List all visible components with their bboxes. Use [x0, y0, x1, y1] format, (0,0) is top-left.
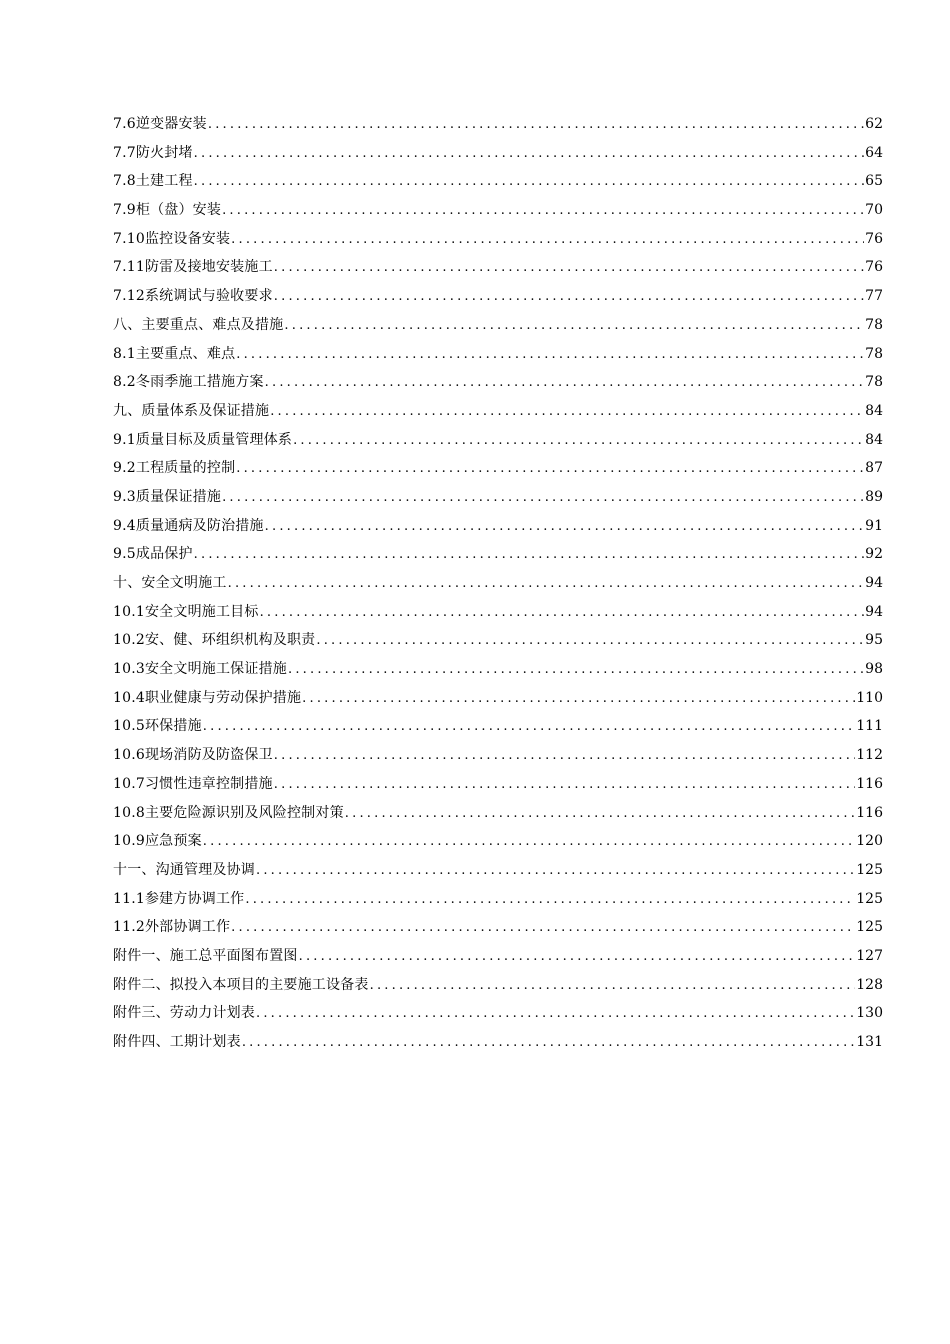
toc-entry-title: 9.5成品保护	[113, 546, 193, 563]
toc-entry-title: 9.2工程质量的控制	[113, 460, 236, 477]
toc-entry[interactable]	[113, 572, 883, 601]
toc-entry-page-number: 78	[865, 316, 883, 333]
toc-entry[interactable]	[113, 457, 883, 486]
toc-entry[interactable]	[113, 113, 883, 142]
toc-entry-page-number: 91	[865, 517, 883, 534]
toc-entry-page-number: 77	[865, 288, 883, 305]
toc-entry[interactable]	[113, 228, 883, 257]
dot-leader	[316, 630, 864, 652]
toc-entry[interactable]	[113, 629, 883, 658]
toc-entry-title: 10.3安全文明施工保证措施	[113, 661, 287, 678]
toc-entry[interactable]	[113, 371, 883, 400]
dot-leader	[256, 1003, 855, 1025]
dot-leader	[265, 516, 865, 538]
toc-entry-title: 11.1参建方协调工作	[113, 890, 245, 907]
toc-entry-title: 附件一、施工总平面图布置图	[113, 947, 298, 964]
toc-entry-page-number: 62	[865, 116, 883, 132]
toc-entry-title: 附件四、工期计划表	[113, 1034, 241, 1050]
toc-entry[interactable]	[113, 429, 883, 458]
toc-entry-page-number: 76	[865, 230, 883, 247]
toc-entry-page-number: 111	[856, 718, 883, 735]
toc-entry-page-number: 125	[856, 919, 883, 936]
toc-entry[interactable]	[113, 400, 883, 429]
toc-entry-title: 八、主要重点、难点及措施	[113, 316, 284, 333]
dot-leader	[236, 458, 864, 480]
toc-entry[interactable]	[113, 343, 883, 372]
toc-entry-title: 9.3质量保证措施	[113, 488, 222, 505]
toc-entry[interactable]	[113, 715, 883, 744]
toc-entry[interactable]	[113, 974, 883, 1003]
toc-entry-title: 附件二、拟投入本项目的主要施工设备表	[113, 976, 369, 993]
dot-leader	[270, 401, 864, 423]
dot-leader	[194, 544, 865, 566]
toc-entry-page-number: 64	[865, 144, 883, 161]
toc-entry-title: 十一、沟通管理及协调	[113, 861, 255, 878]
toc-entry-title: 7.12系统调试与验收要求	[113, 288, 273, 305]
toc-entry[interactable]	[113, 658, 883, 687]
toc-entry-page-number: 78	[865, 374, 883, 391]
dot-leader	[370, 975, 856, 997]
toc-entry-page-number: 128	[856, 976, 883, 993]
toc-entry-page-number: 98	[865, 661, 883, 678]
toc-entry[interactable]	[113, 199, 883, 228]
dot-leader	[245, 889, 855, 911]
toc-entry-title: 11.2外部协调工作	[113, 919, 231, 936]
toc-entry[interactable]	[113, 285, 883, 314]
toc-entry-title: 8.1主要重点、难点	[113, 345, 236, 362]
dot-leader	[222, 200, 864, 222]
dot-leader	[345, 803, 855, 825]
dot-leader	[231, 229, 864, 251]
toc-entry-title: 10.7习惯性违章控制措施	[113, 775, 273, 792]
toc-entry-title: 7.6逆变器安装	[113, 116, 207, 132]
toc-entry-page-number: 87	[865, 460, 883, 477]
toc-entry[interactable]	[113, 916, 883, 945]
dot-leader	[256, 860, 855, 882]
toc-entry-page-number: 84	[865, 431, 883, 448]
toc-entry-page-number: 125	[856, 890, 883, 907]
toc-entry[interactable]	[113, 773, 883, 802]
toc-entry[interactable]	[113, 543, 883, 572]
dot-leader	[260, 602, 865, 624]
toc-entry-title: 9.1质量目标及质量管理体系	[113, 431, 293, 448]
toc-entry[interactable]	[113, 515, 883, 544]
toc-entry[interactable]	[113, 1002, 883, 1031]
dot-leader	[194, 171, 865, 193]
toc-entry-title: 7.10监控设备安装	[113, 230, 231, 247]
dot-leader	[274, 745, 855, 767]
toc-entry-title: 九、质量体系及保证措施	[113, 402, 270, 419]
toc-entry-title: 7.11防雷及接地安装施工	[113, 259, 273, 276]
toc-entry-page-number: 78	[865, 345, 883, 362]
toc-entry-title: 10.8主要危险源识别及风险控制对策	[113, 804, 344, 821]
dot-leader	[302, 688, 855, 710]
toc-entry-page-number: 89	[865, 488, 883, 505]
dot-leader	[274, 257, 864, 279]
toc-entry-title: 10.4职业健康与劳动保护措施	[113, 689, 302, 706]
dot-leader	[284, 315, 864, 337]
dot-leader	[222, 487, 864, 509]
toc-entry-title: 8.2冬雨季施工措施方案	[113, 374, 264, 391]
toc-entry-page-number: 65	[865, 173, 883, 190]
toc-entry-page-number: 130	[856, 1005, 883, 1022]
toc-entry-page-number: 94	[865, 603, 883, 620]
toc-entry-page-number: 70	[865, 202, 883, 219]
dot-leader	[299, 946, 856, 968]
toc-entry-page-number: 94	[865, 575, 883, 591]
table-of-contents	[113, 113, 883, 1060]
toc-entry[interactable]	[113, 170, 883, 199]
dot-leader	[274, 286, 864, 308]
toc-entry[interactable]	[113, 1031, 883, 1060]
toc-entry[interactable]	[113, 945, 883, 974]
toc-entry-page-number: 120	[856, 833, 883, 850]
toc-entry-page-number: 125	[856, 861, 883, 878]
dot-leader	[242, 1032, 855, 1054]
dot-leader	[293, 430, 864, 452]
toc-entry[interactable]	[113, 256, 883, 285]
toc-entry-page-number: 84	[865, 402, 883, 419]
dot-leader	[203, 831, 855, 853]
toc-entry-title: 10.5环保措施	[113, 718, 202, 735]
toc-entry-page-number: 92	[865, 546, 883, 563]
toc-entry[interactable]	[113, 830, 883, 859]
toc-entry-page-number: 76	[865, 259, 883, 276]
toc-entry-page-number: 131	[856, 1034, 883, 1050]
dot-leader	[265, 372, 865, 394]
toc-entry-page-number: 127	[856, 947, 883, 964]
toc-entry-page-number: 95	[865, 632, 883, 649]
toc-entry-title: 十、安全文明施工	[113, 575, 227, 591]
toc-entry-page-number: 116	[856, 804, 883, 821]
toc-entry-title: 10.1安全文明施工目标	[113, 603, 259, 620]
toc-entry-title: 10.9应急预案	[113, 833, 202, 850]
toc-entry-title: 9.4质量通病及防治措施	[113, 517, 264, 534]
dot-leader	[228, 573, 865, 595]
toc-entry-title: 10.6现场消防及防盗保卫	[113, 747, 273, 764]
dot-leader	[288, 659, 864, 681]
toc-entry-title: 7.9柜（盘）安装	[113, 202, 222, 219]
dot-leader	[203, 716, 855, 738]
toc-entry[interactable]	[113, 859, 883, 888]
toc-entry[interactable]	[113, 142, 883, 171]
dot-leader	[208, 114, 864, 136]
toc-entry-page-number: 112	[856, 747, 883, 764]
toc-entry[interactable]	[113, 314, 883, 343]
toc-entry-page-number: 110	[856, 689, 883, 706]
toc-entry[interactable]	[113, 486, 883, 515]
dot-leader	[231, 917, 855, 939]
toc-entry[interactable]	[113, 687, 883, 716]
toc-entry[interactable]	[113, 601, 883, 630]
dot-leader	[236, 344, 864, 366]
toc-entry-title: 7.7防火封堵	[113, 144, 193, 161]
toc-entry[interactable]	[113, 888, 883, 917]
toc-entry-title: 7.8土建工程	[113, 173, 193, 190]
toc-entry-title: 10.2安、健、环组织机构及职责	[113, 632, 316, 649]
dot-leader	[274, 774, 855, 796]
toc-entry-title: 附件三、劳动力计划表	[113, 1005, 255, 1022]
toc-entry[interactable]	[113, 744, 883, 773]
dot-leader	[194, 143, 865, 165]
toc-entry[interactable]	[113, 802, 883, 831]
toc-entry-page-number: 116	[856, 775, 883, 792]
